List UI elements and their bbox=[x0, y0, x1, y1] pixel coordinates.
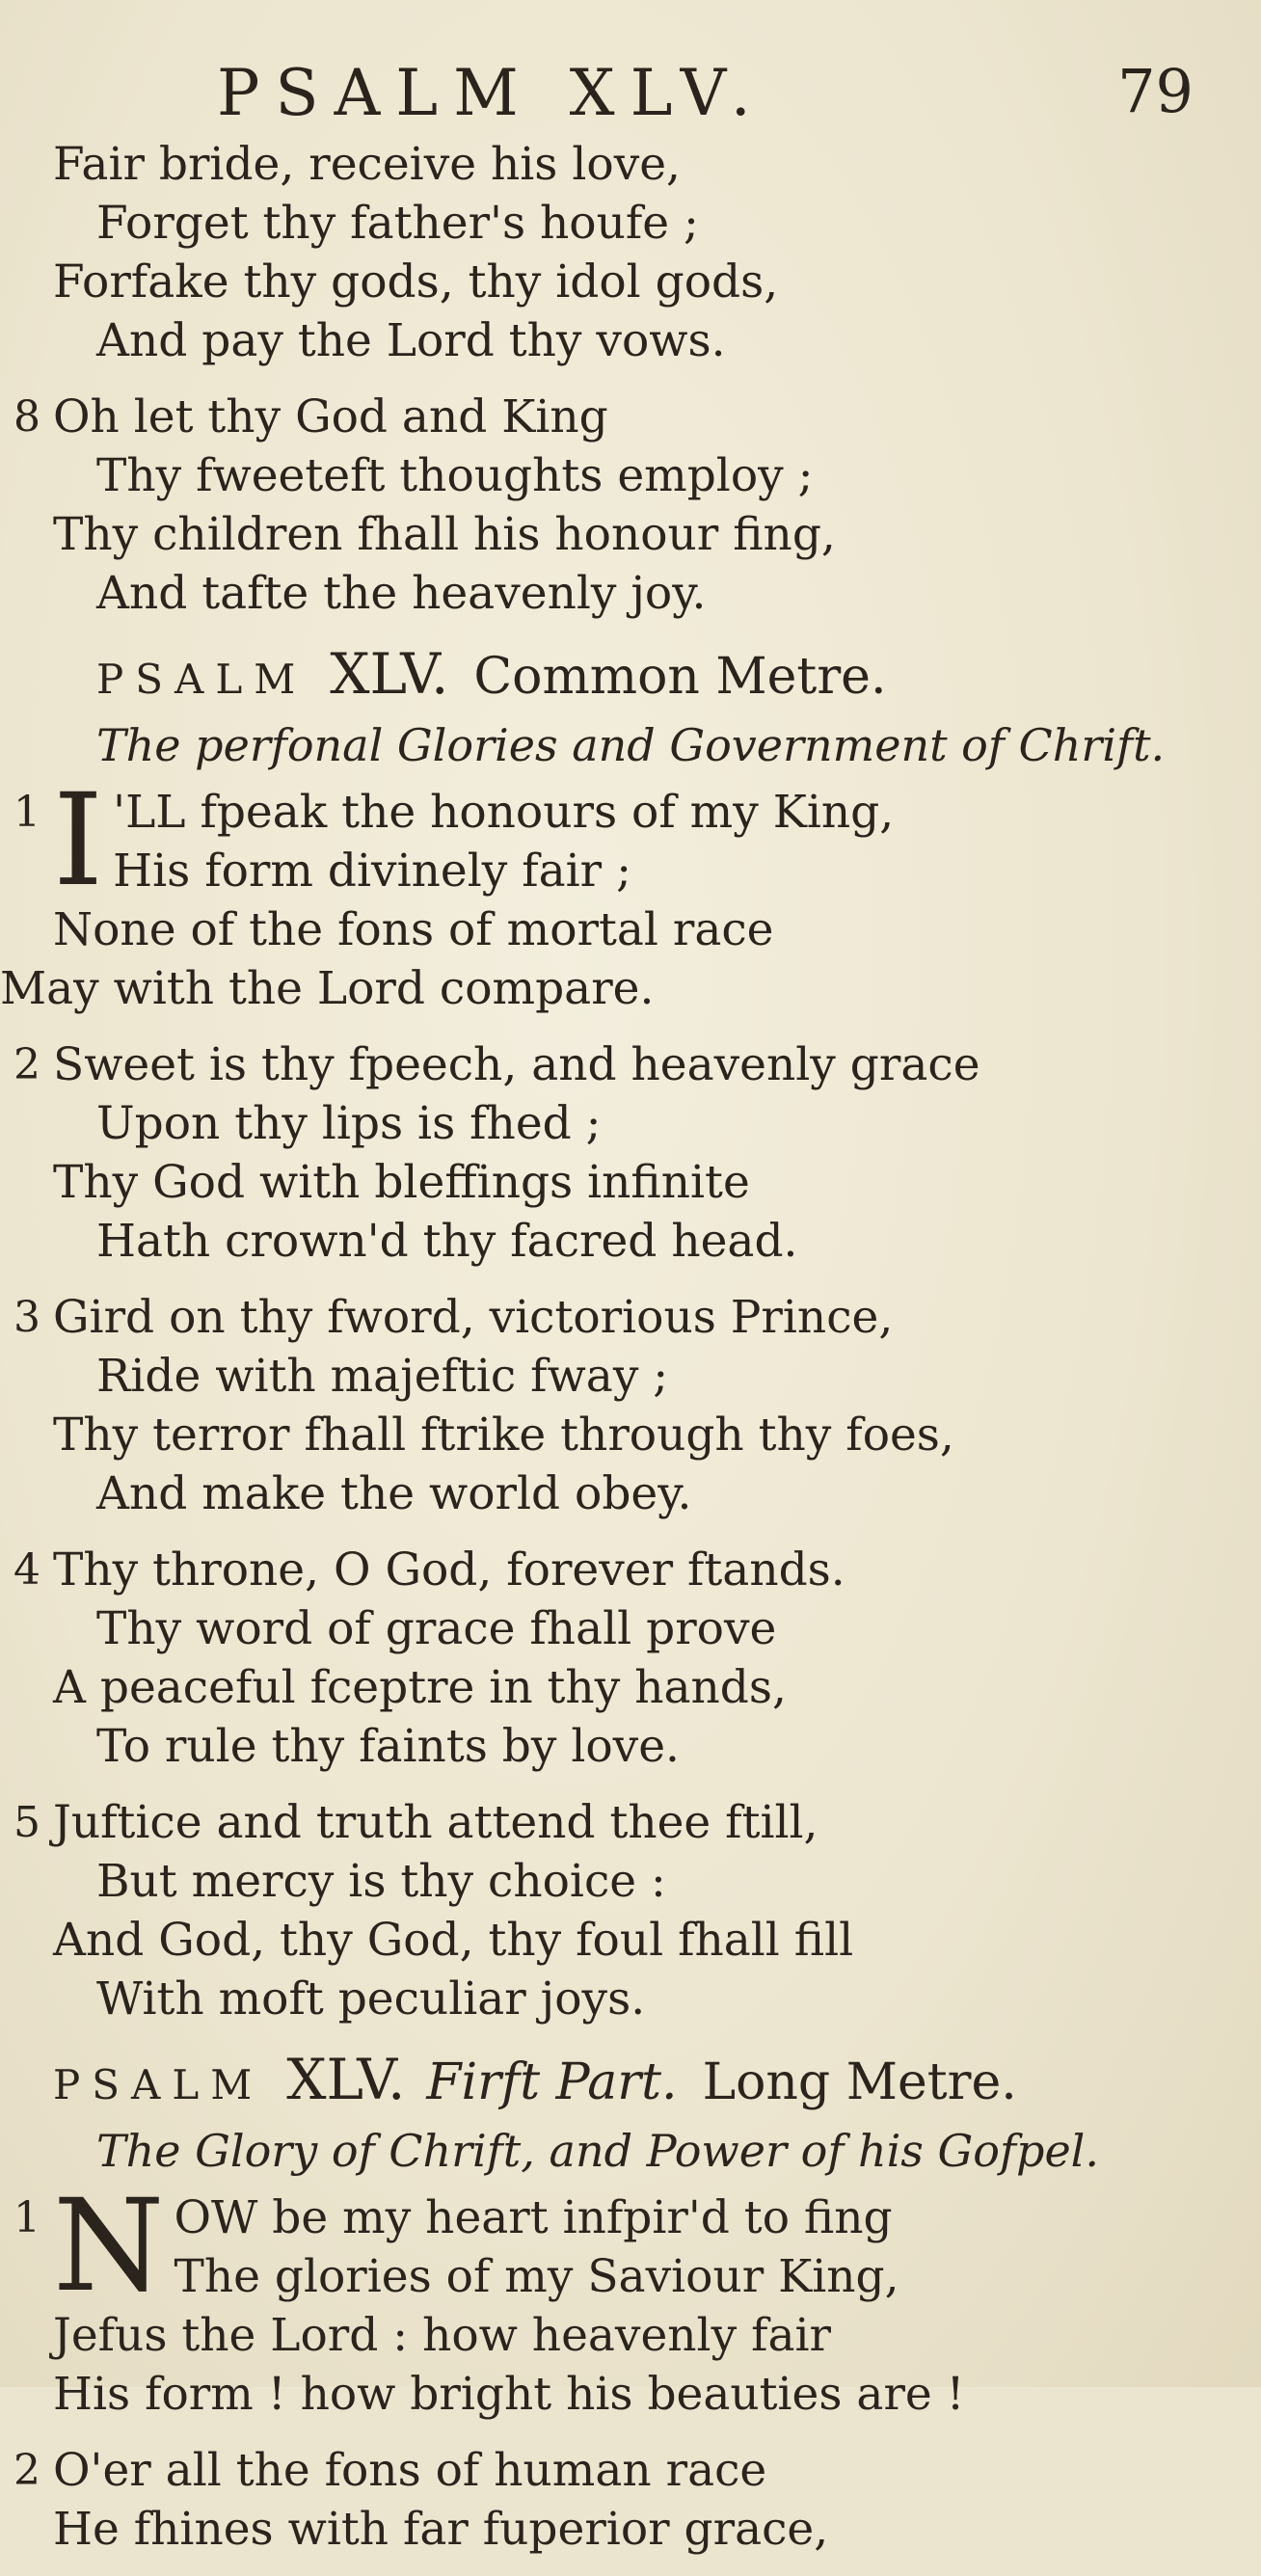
page-header bbox=[0, 39, 1261, 130]
verse-line: Thy fweeteft thoughts employ ; bbox=[96, 449, 814, 502]
verse-line: None of the fons of mortal race bbox=[53, 903, 774, 956]
verse-line: Forget thy father's houfe ; bbox=[96, 197, 699, 250]
verse-line: Thy God with bleffings infinite bbox=[53, 1156, 750, 1209]
verse-number: 4 bbox=[13, 1545, 40, 1595]
verse-line: And pay the Lord thy vows. bbox=[96, 314, 726, 367]
psalm-metre: Common Metre. bbox=[473, 648, 887, 706]
psalm-heading bbox=[0, 2046, 1261, 2119]
verse-number: 5 bbox=[13, 1798, 40, 1847]
verse-line: Ride with majeftic fway ; bbox=[96, 1350, 669, 1403]
stanza bbox=[0, 388, 1261, 623]
verse-number: 1 bbox=[13, 788, 40, 837]
stanza bbox=[0, 766, 1261, 1018]
running-title: PSALM XLV. bbox=[217, 56, 766, 130]
stanza bbox=[0, 135, 1261, 370]
stanza bbox=[0, 2441, 1261, 2559]
verse-line: Oh let thy God and King bbox=[53, 390, 608, 443]
verse-line: And tafte the heavenly joy. bbox=[96, 567, 707, 620]
verse-line: Fair bride, receive his love, bbox=[53, 138, 682, 191]
verse-line: Sweet is thy fpeech, and heavenly grace bbox=[53, 1038, 980, 1091]
verse-line: Jefus the Lord : how heavenly fair bbox=[53, 2309, 831, 2362]
psalm-label: PSALM bbox=[96, 656, 308, 703]
verse-number: 1 bbox=[13, 2193, 40, 2242]
verse-line: A peaceful fceptre in thy hands, bbox=[53, 1661, 787, 1714]
verse-line: He fhines with far fuperior grace, bbox=[53, 2503, 829, 2556]
verse-line: His form ! how bright his beauties are ! bbox=[53, 2368, 965, 2421]
psalm-label: PSALM bbox=[53, 2061, 264, 2108]
verse-line: Thy word of grace fhall prove bbox=[96, 1602, 777, 1655]
stanza bbox=[0, 1541, 1261, 1776]
verse-line: The glories of my Saviour King, bbox=[174, 2250, 899, 2303]
drop-cap: N bbox=[53, 2172, 165, 2321]
psalm-number: XLV. bbox=[286, 2047, 406, 2112]
psalm-metre: Long Metre. bbox=[702, 2053, 1017, 2111]
verse-line: O'er all the fons of human race bbox=[53, 2444, 767, 2497]
verse-line: Forfake thy gods, thy idol gods, bbox=[53, 255, 779, 309]
verse-line: Hath crown'd thy facred head. bbox=[96, 1215, 798, 1268]
verse-line: 'LL fpeak the honours of my King, bbox=[113, 786, 895, 839]
psalm-subtitle: The Glory of Chrift, and Power of his Gofpel. bbox=[96, 2125, 1100, 2177]
verse-line: And God, thy God, thy foul fhall fill bbox=[53, 1914, 854, 1967]
psalm-heading bbox=[0, 640, 1261, 713]
page-number: 79 bbox=[1117, 56, 1194, 126]
verse-number: 3 bbox=[13, 1293, 40, 1342]
verse-line: May with the Lord compare. bbox=[0, 962, 655, 1015]
verse-line: Thy children fhall his honour fing, bbox=[53, 508, 836, 561]
verse-line: Thy throne, O God, forever ftands. bbox=[53, 1543, 845, 1597]
verse-line: OW be my heart infpir'd to fing bbox=[174, 2191, 893, 2244]
verse-line: But mercy is thy choice : bbox=[96, 1855, 666, 1908]
verse-line: And make the world obey. bbox=[96, 1467, 692, 1520]
verse-line: To rule thy faints by love. bbox=[96, 1720, 680, 1773]
psalm-number: XLV. bbox=[330, 641, 449, 707]
verse-line: With moft peculiar joys. bbox=[96, 1972, 646, 2026]
verse-line: Thy terror fhall ftrike through thy foes, bbox=[53, 1409, 954, 1462]
verse-line: His form divinely fair ; bbox=[113, 845, 631, 898]
verse-line: Gird on thy fword, victorious Prince, bbox=[53, 1291, 894, 1344]
stanza bbox=[0, 1288, 1261, 1523]
psalm-subtitle: The perfonal Glories and Government of Chrift. bbox=[96, 719, 1166, 771]
psalm-part: Firft Part. bbox=[426, 2053, 678, 2111]
verse-number: 2 bbox=[13, 2446, 40, 2495]
page-content bbox=[0, 135, 1261, 2576]
stanza bbox=[0, 2172, 1261, 2424]
verse-line: Upon thy lips is fhed ; bbox=[96, 1097, 602, 1150]
verse-number: 8 bbox=[13, 392, 40, 442]
verse-number: 2 bbox=[13, 1040, 40, 1089]
stanza bbox=[0, 1035, 1261, 1271]
stanza bbox=[0, 1793, 1261, 2028]
verse-line: Juftice and truth attend thee ftill, bbox=[53, 1796, 818, 1849]
drop-cap: I bbox=[53, 766, 104, 915]
